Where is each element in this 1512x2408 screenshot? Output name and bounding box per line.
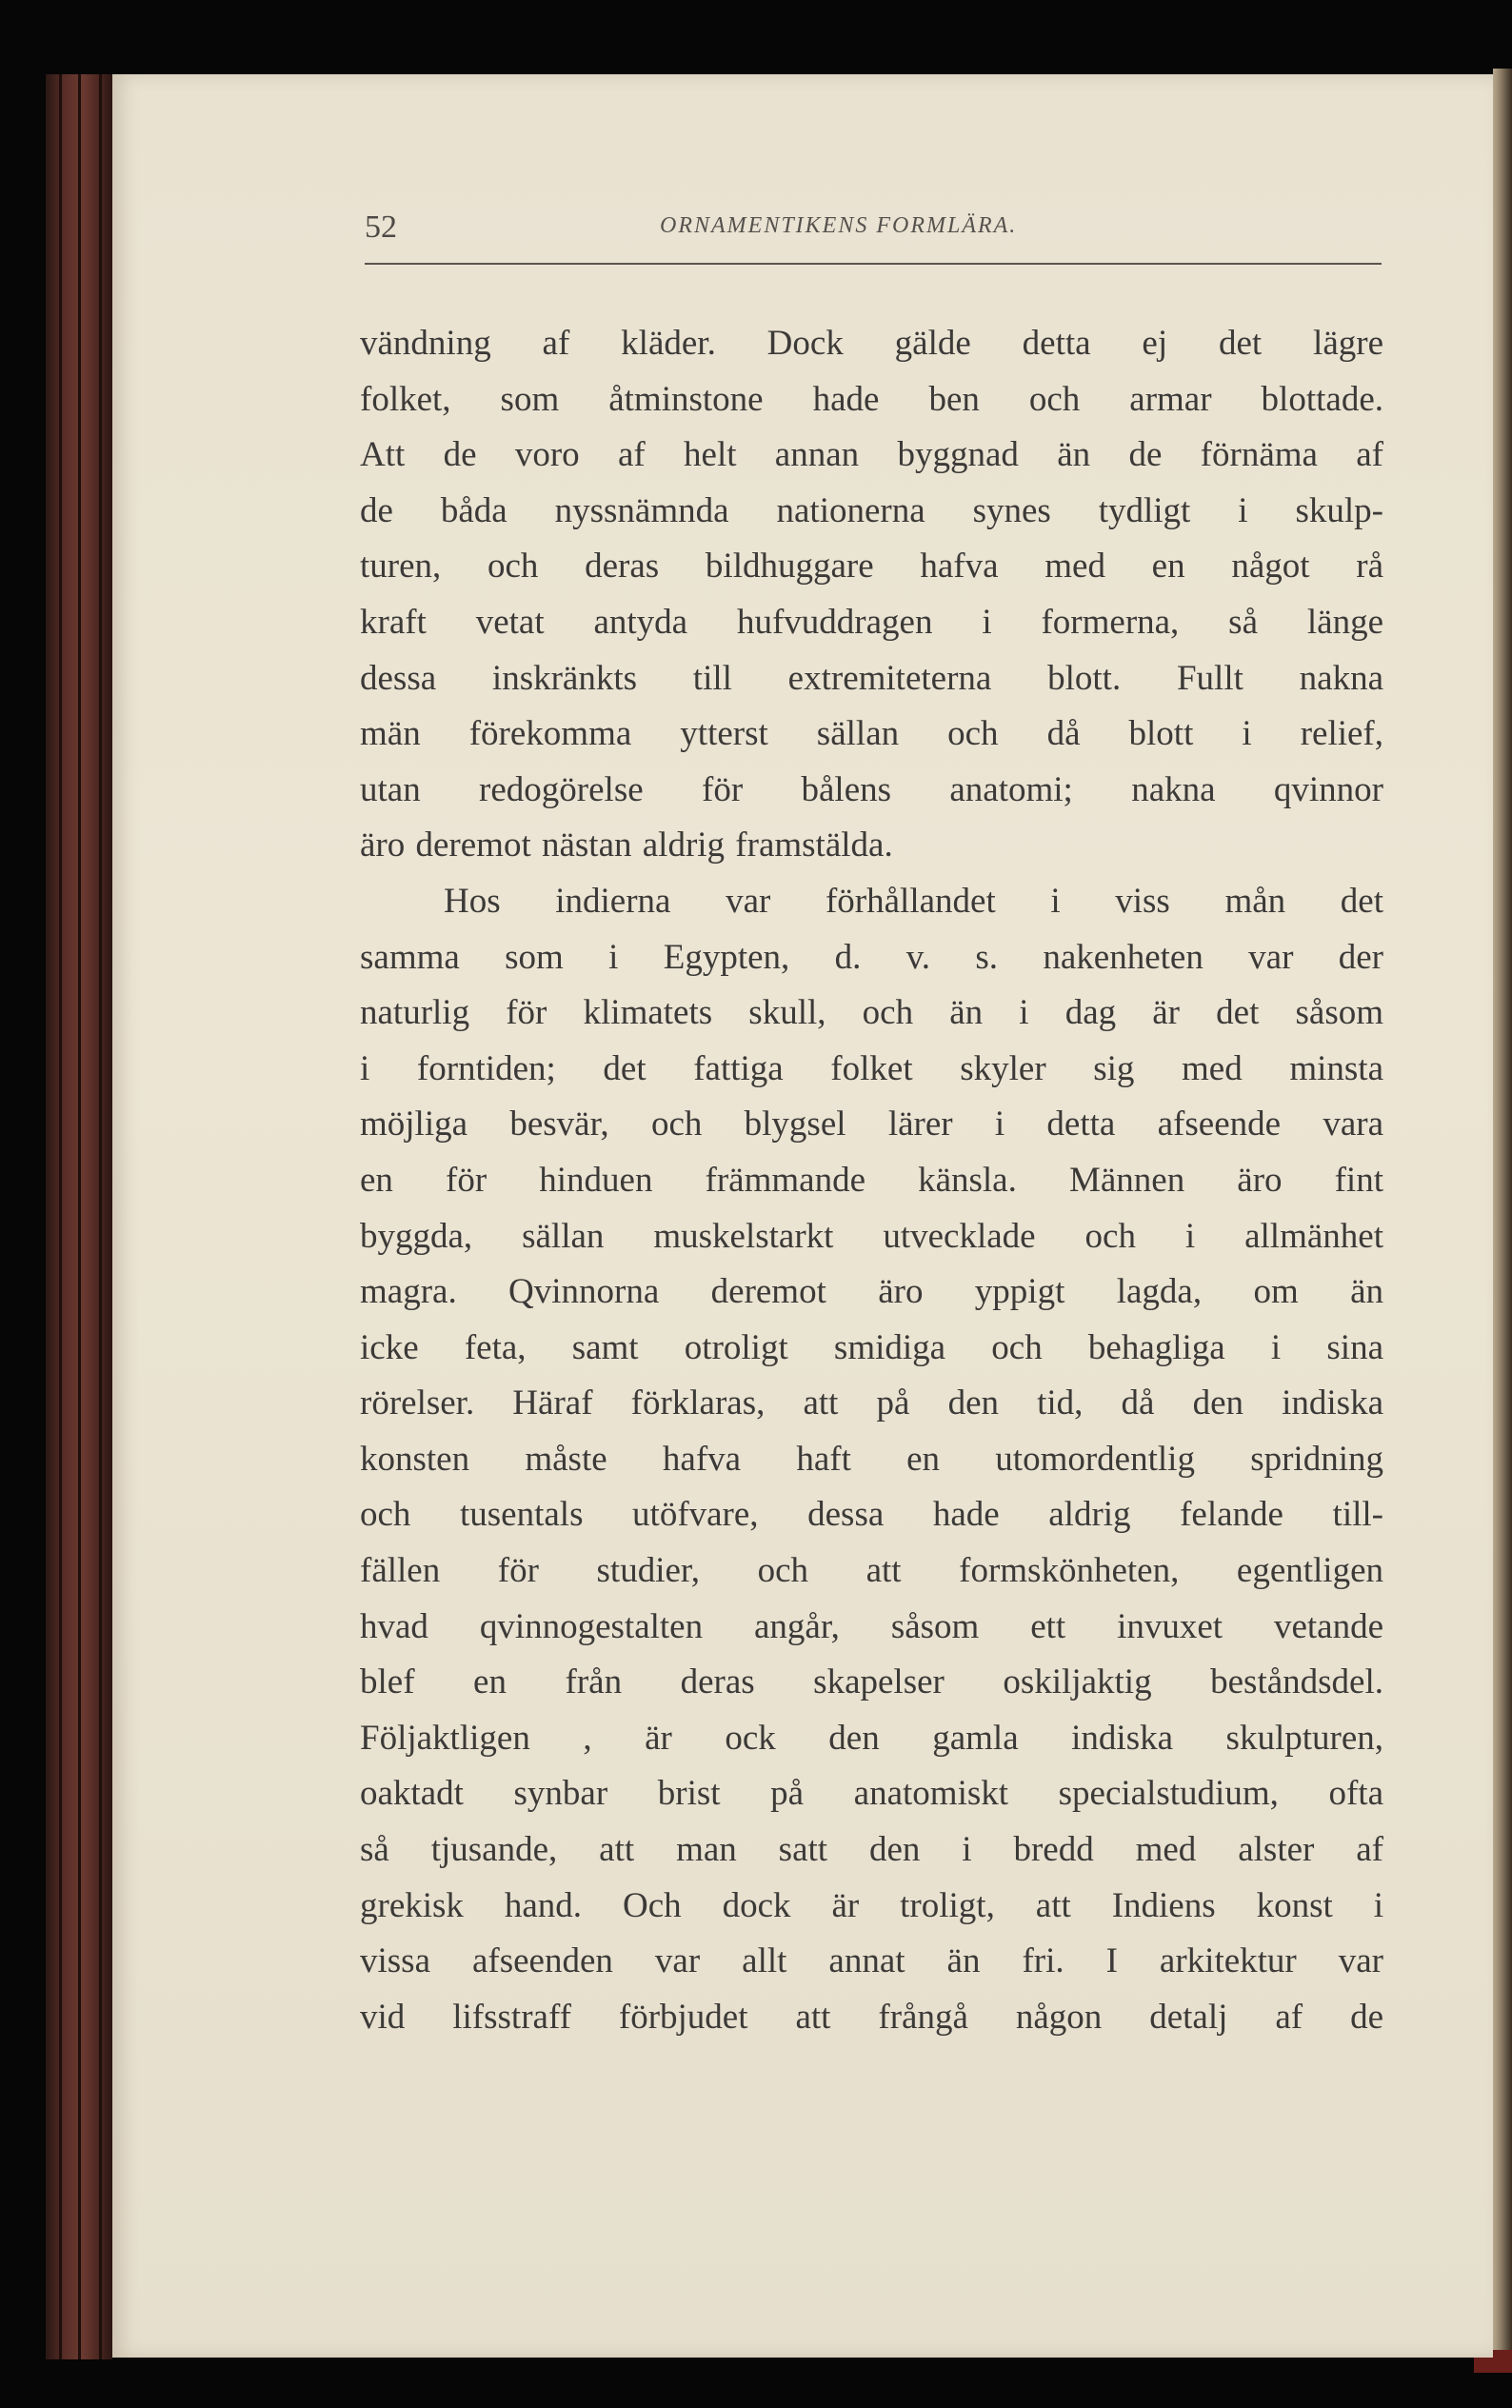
text-line: män förekomma ytterst sällan och då blott i relief, [360,714,1383,754]
text-line: så tjusande, att man satt den i bredd med alster af [360,1830,1383,1870]
page-number: 52 [365,209,397,245]
spine-fold-line [59,74,62,2359]
text-line: grekisk hand. Och dock är troligt, att Indiens konst i [360,1885,1383,1925]
body-text [360,316,1383,2045]
text-line: de båda nyssnämnda nationerna synes tydligt i skulp- [360,490,1383,530]
spine-fold-line [99,74,102,2359]
page-header [365,208,1382,265]
text-line: byggda, sällan muskelstarkt utvecklade och i allmänhet [360,1216,1383,1256]
text-line: oaktadt synbar brist på anatomiskt specialstudium, ofta [360,1774,1383,1814]
text-line: konsten måste hafva haft en utomordentlig spridning [360,1439,1383,1479]
text-line: fällen för studier, och att formskönheten, egentligen [360,1551,1383,1591]
spine-fold-line [78,74,81,2359]
text-line: rörelser. Häraf förklaras, att på den tid, då den indiska [360,1383,1383,1423]
text-line: och tusentals utöfvare, dessa hade aldrig felande till- [360,1495,1383,1535]
text-line: dessa inskränkts till extremiteterna blott. Fullt nakna [360,658,1383,698]
text-line: blef en från deras skapelser oskiljaktig beståndsdel. [360,1662,1383,1702]
text-line: turen, och deras bildhuggare hafva med en något rå [360,547,1383,587]
text-line: i forntiden; det fattiga folket skyler sig med minsta [360,1048,1383,1088]
page-stack-edge [1493,69,1512,2373]
text-line: Följaktligen , är ock den gamla indiska skulpturen, [360,1718,1383,1758]
text-line: utan redogörelse för bålens anatomi; nakna qvinnor [360,769,1383,809]
text-line: en för hinduen främmande känsla. Männen äro fint [360,1160,1383,1200]
running-head: ORNAMENTIKENS FORMLÄRA. [660,213,1018,238]
text-line: samma som i Egypten, d. v. s. nakenheten var der [360,937,1383,977]
text-line: vändning af kläder. Dock gälde detta ej det lägre [360,324,1383,363]
text-line: vissa afseenden var allt annat än fri. I arkitektur var [360,1941,1383,1981]
text-line: hvad qvinnogestalten angår, såsom ett invuxet vetande [360,1606,1383,1646]
text-line: kraft vetat antyda hufvuddragen i formerna, så länge [360,602,1383,642]
text-line: vid lifsstraff förbjudet att frångå någon detalj af de [360,1997,1383,2037]
text-line: Att de voro af helt annan byggnad än de förnäma af [360,435,1383,475]
text-line: magra. Qvinnorna deremot äro yppigt lagda, om än [360,1272,1383,1312]
text-line: icke feta, samt otroligt smidiga och behagliga i sina [360,1327,1383,1367]
paragraph-end-line: äro deremot nästan aldrig framstälda. [360,826,893,866]
text-line: möjliga besvär, och blygsel lärer i detta afseende vara [360,1104,1383,1144]
text-line: naturlig för klimatets skull, och än i dag är det såsom [360,993,1383,1033]
paragraph-start-line: Hos indierna var förhållandet i viss mån det [444,881,1383,921]
text-line: folket, som åtminstone hade ben och armar blottade. [360,379,1383,419]
